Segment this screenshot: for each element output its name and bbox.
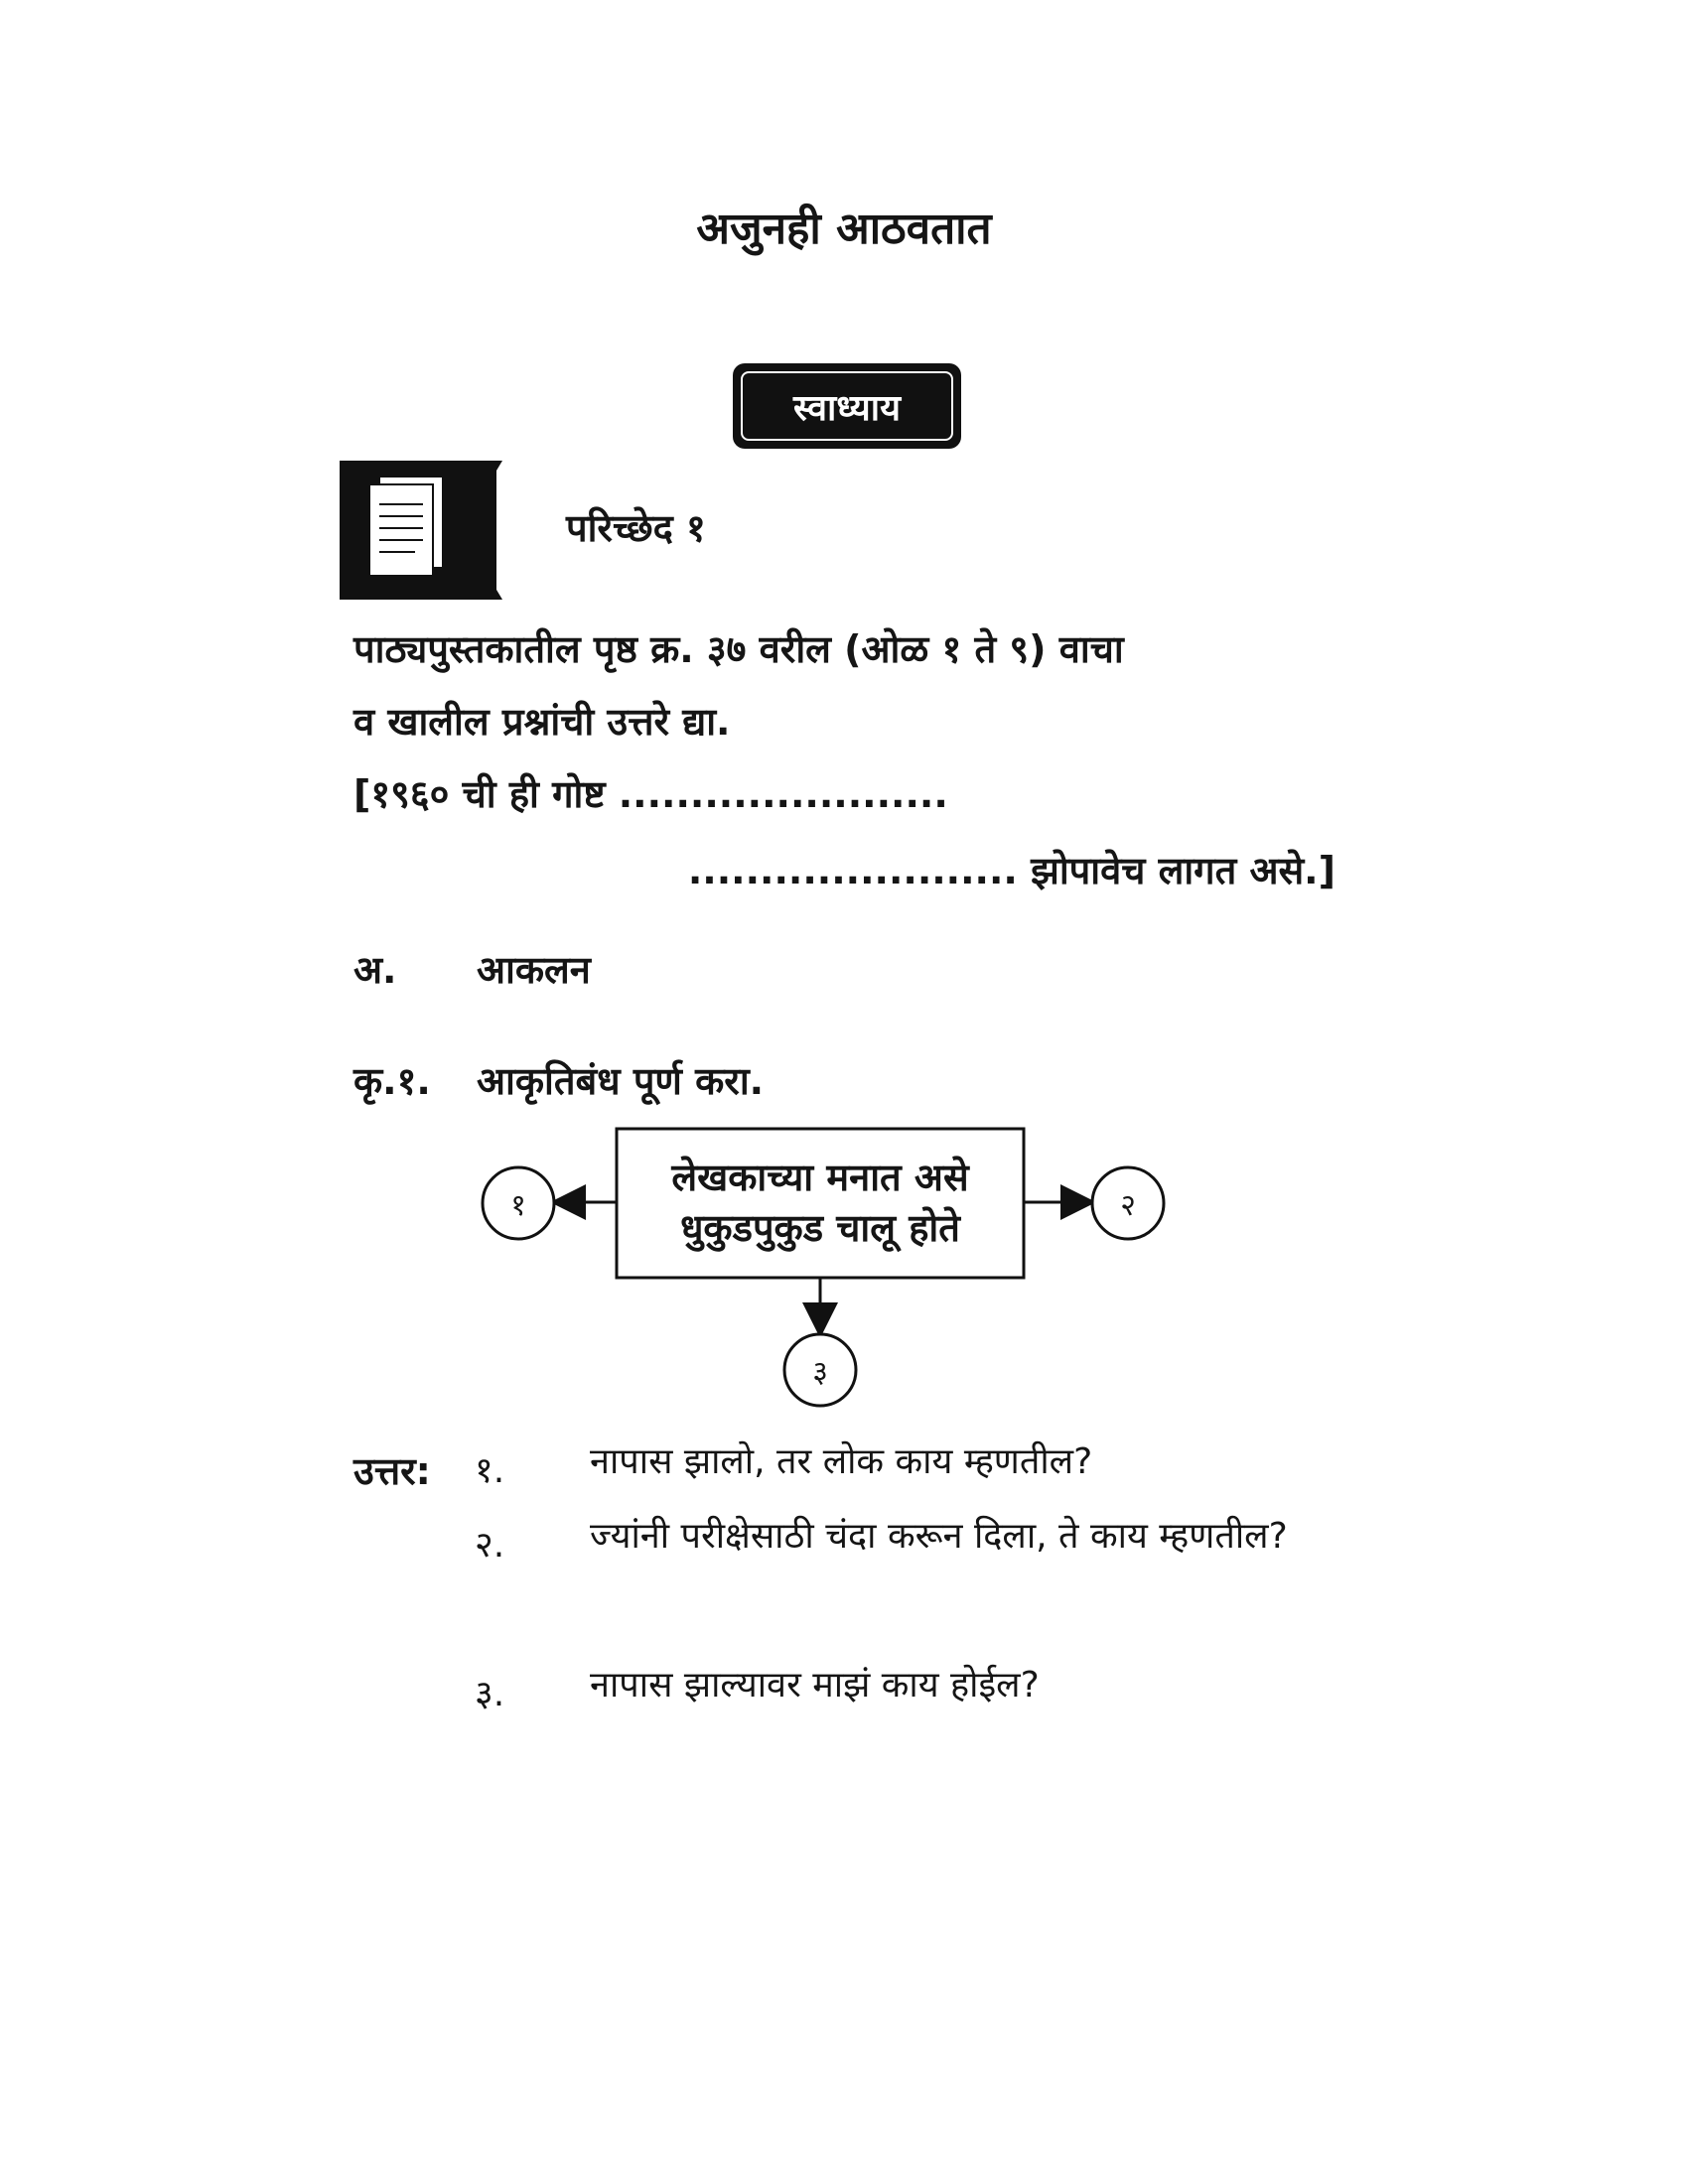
passage-range-start: [१९६० ची ही गोष्ट .......................	[353, 772, 948, 816]
answer-text-3: नापास झाल्यावर माझं काय होईल?	[590, 1665, 1040, 1706]
diagram-center-line-1: लेखकाच्या मनात असे	[671, 1155, 969, 1199]
page-title: अजुनही आठवतात	[696, 204, 992, 254]
part-marker: अ.	[353, 948, 397, 992]
diagram-center-line-2: धुकुडपुकुड चालू होते	[680, 1206, 960, 1250]
answer-number-3: ३.	[475, 1674, 505, 1714]
question-text: आकृतिबंध पूर्ण करा.	[477, 1059, 765, 1103]
answer-heading: उत्तर:	[353, 1449, 431, 1493]
diagram-node-1: १	[510, 1187, 526, 1223]
badge-label: स्वाध्याय	[793, 387, 901, 429]
diagram-node-3: ३	[812, 1354, 828, 1390]
passage-range-end: ....................... झोपावेच लागत असे.]	[687, 849, 1336, 892]
answer-text-1: नापास झालो, तर लोक काय म्हणतील?	[590, 1441, 1093, 1482]
instruction-line-1: पाठ्यपुस्तकातील पृष्ठ क्र. ३७ वरील (ओळ १ ते ९) वाचा	[353, 627, 1124, 671]
answer-text-2: ज्यांनी परीक्षेसाठी चंदा करून दिला, ते काय म्हणतील?	[590, 1516, 1288, 1557]
diagram-node-2: २	[1120, 1187, 1136, 1223]
instruction-line-2: व खालील प्रश्नांची उत्तरे द्या.	[353, 700, 731, 744]
question-number: कृ.१.	[353, 1059, 431, 1103]
part-label: आकलन	[477, 948, 591, 992]
answer-number-2: २.	[475, 1525, 505, 1566]
diagram-center-text	[617, 1129, 1024, 1278]
answer-number-1: १.	[475, 1450, 505, 1491]
section-heading: परिच्छेद १	[566, 506, 706, 550]
